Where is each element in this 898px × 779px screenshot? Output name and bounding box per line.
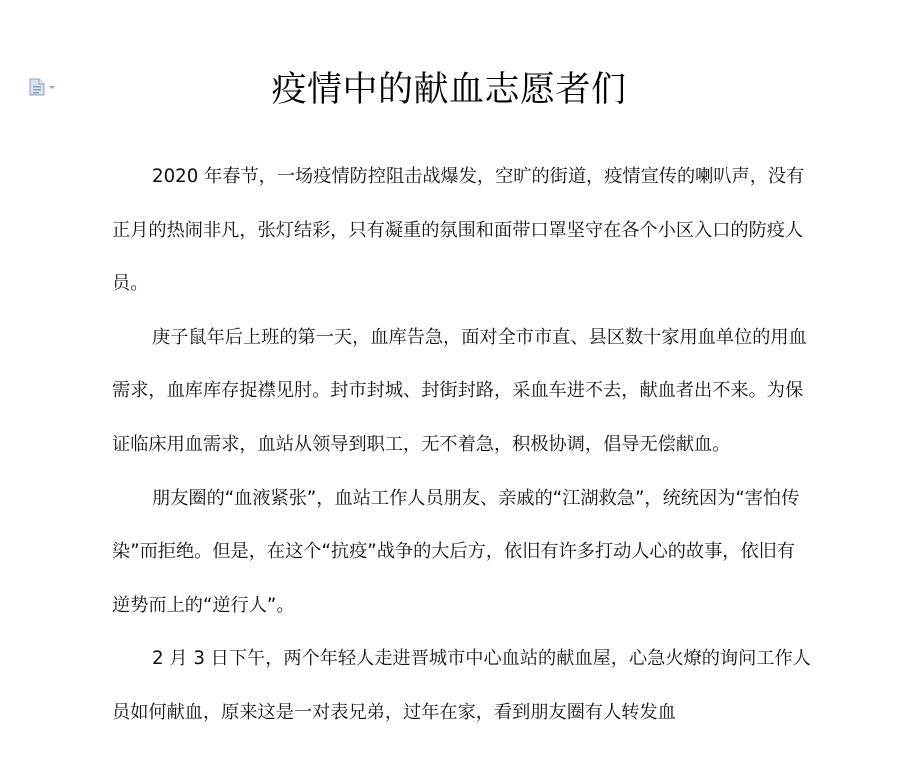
paragraph-3: 朋友圈的“血液紧张”，血站工作人员朋友、亲戚的“江湖救急”，统统因为“害怕传染”而拒绝。但是，在这个“抗疫”战争的大后方，依旧有许多打动人心的故事，依旧有逆势而上的“逆行人”。 (112, 487, 800, 616)
paragraph-2: 庚子鼠年后上班的第一天，血库告急，面对全市市直、县区数十家用血单位的用血需求，血库库存捉襟见肘。封市封城、封街封路，采血车进不去，献血者出不来。为保证临床用血需求，血站从领导到职工，无不着急，积极协调，倡导无偿献血。 (112, 326, 807, 455)
document-body (112, 150, 812, 740)
paragraph-1: 2020 年春节，一场疫情防控阻击战爆发，空旷的街道，疫情宣传的喇叭声，没有正月的热闹非凡，张灯结彩，只有凝重的氛围和面带口罩坚守在各个小区入口的防疫人员。 (112, 166, 805, 295)
document-title: 疫情中的献血志愿者们 (271, 70, 627, 110)
paragraph-4: 2 月 3 日下午，两个年轻人走进晋城市中心血站的献血屋，心急火燎的询问工作人员如何献血，原来这是一对表兄弟，过年在家，看到朋友圈有人转发血 (112, 648, 811, 723)
